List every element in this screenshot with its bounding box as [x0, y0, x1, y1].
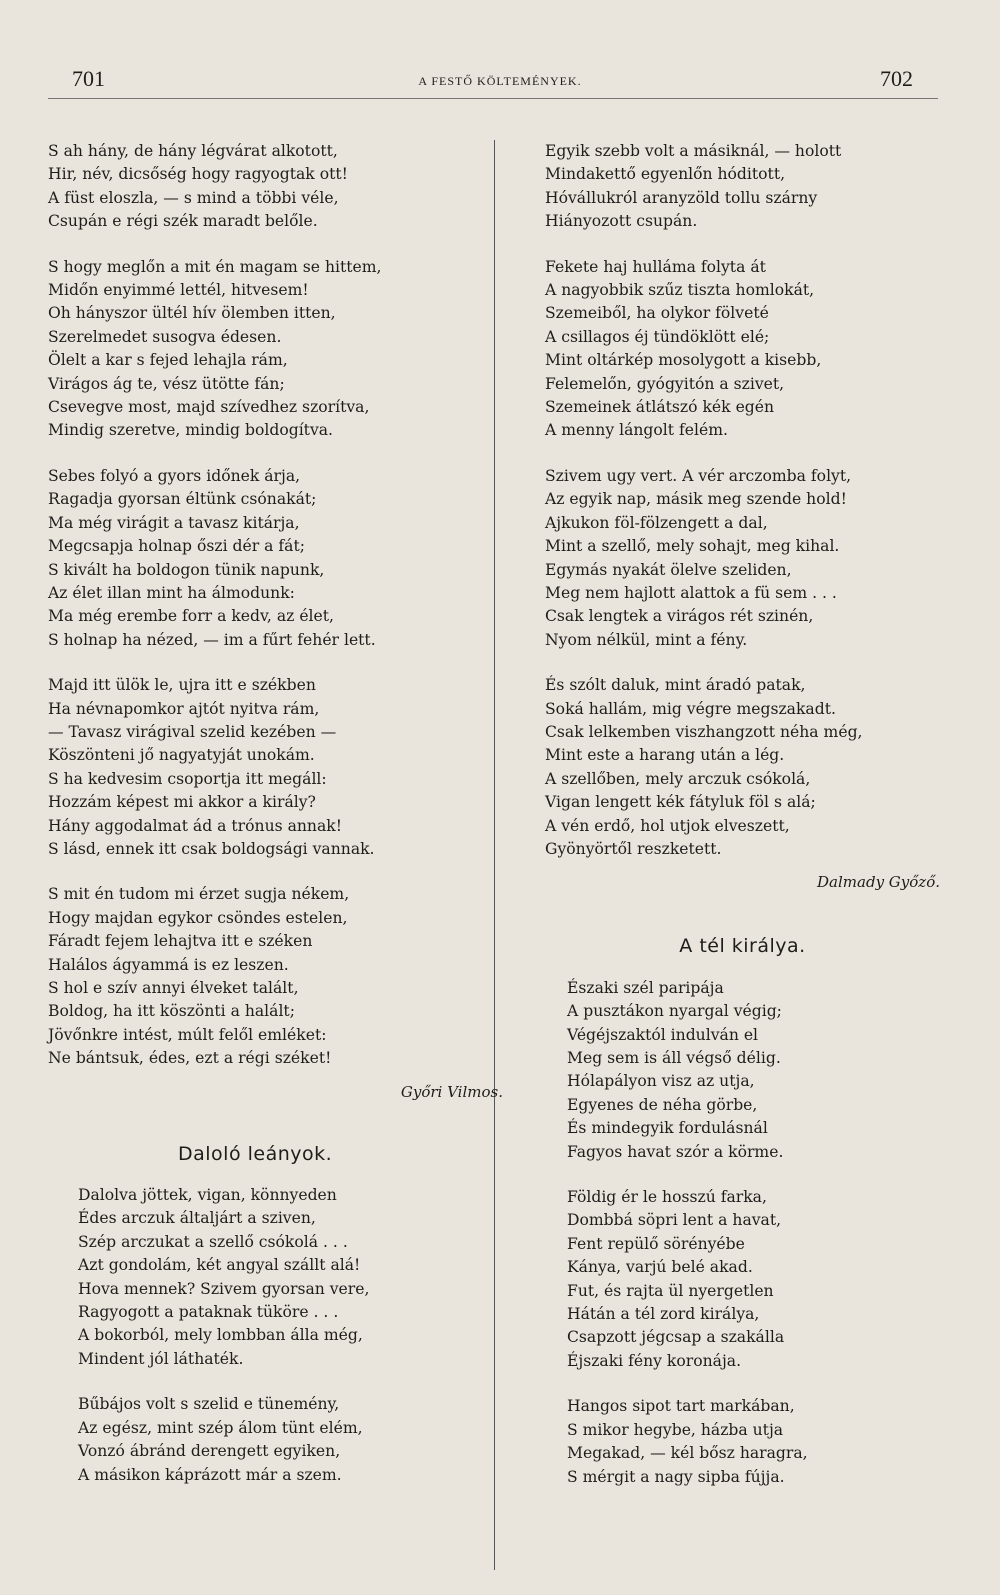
- header-rule: [48, 98, 938, 99]
- verse-line: Hátán a tél zord királya,: [567, 1305, 760, 1324]
- verse-line: A szellőben, mely arczuk csókolá,: [545, 769, 811, 788]
- verse-line: Ragyogott a pataknak tüköre . . .: [78, 1303, 339, 1322]
- stanza: [567, 977, 940, 1164]
- verse-line: Fáradt fejem lehajtva itt e széken: [48, 932, 313, 951]
- running-title: A FESTŐ KÖLTEMÉNYEK.: [418, 74, 582, 88]
- verse-line: Fekete haj hulláma folyta át: [545, 257, 766, 276]
- verse-line: A füst eloszla, — s mind a többi véle,: [48, 188, 339, 207]
- verse-line: Az élet illan mint ha álmodunk:: [48, 583, 295, 602]
- verse-line: — Tavasz virágival szelid kezében —: [48, 722, 337, 741]
- verse-line: Végéjszaktól indulván el: [567, 1025, 759, 1044]
- verse-line: Gyönyörtől reszketett.: [545, 839, 722, 858]
- verse-line: Hova mennek? Szivem gyorsan vere,: [78, 1279, 370, 1298]
- verse-line: Hóvállukról aranyzöld tollu szárny: [545, 188, 818, 207]
- verse-line: Ne bántsuk, édes, ezt a régi széket!: [48, 1049, 332, 1068]
- verse-line: Kánya, varjú belé akad.: [567, 1258, 753, 1277]
- verse-line: Egymás nyakát ölelve szeliden,: [545, 560, 792, 579]
- verse-line: Meg sem is áll végső délig.: [567, 1049, 781, 1067]
- verse-line: Jövőnkre intést, múlt felől emléket:: [48, 1025, 327, 1044]
- verse-line: Halálos ágyammá is ez leszen.: [48, 955, 289, 974]
- verse-line: Mindig szeretve, mindig boldogítva.: [48, 421, 334, 440]
- verse-line: Egyik szebb volt a másiknál, — holott: [545, 142, 842, 160]
- verse-line: Az egyik nap, másik meg szende hold!: [545, 490, 847, 509]
- stanza: [545, 674, 940, 861]
- verse-line: Dombbá söpri lent a havat,: [567, 1211, 782, 1230]
- stanza: [48, 465, 493, 652]
- verse-line: Sebes folyó a gyors időnek árja,: [48, 466, 301, 485]
- verse-line: Mint oltárkép mosolygott a kisebb,: [545, 351, 822, 370]
- poem-author: Győri Vilmos.: [400, 1082, 503, 1101]
- verse-line: Hangos sipot tart markában,: [567, 1397, 795, 1416]
- verse-line: Hólapályon visz az utja,: [567, 1072, 755, 1091]
- verse-line: A csillagos éj tündöklött elé;: [545, 327, 770, 346]
- verse-line: Mindakettő egyenlőn hóditott,: [545, 165, 786, 184]
- verse-line: Földig ér le hosszú farka,: [567, 1188, 767, 1207]
- stanza: [545, 465, 940, 652]
- verse-line: Egyenes de néha görbe,: [567, 1095, 758, 1114]
- verse-line: S mérgit a nagy sipba fújja.: [567, 1467, 785, 1486]
- verse-line: Szivem ugy vert. A vér arczomba folyt,: [545, 466, 852, 485]
- verse-line: Hiányozott csupán.: [545, 212, 698, 231]
- verse-line: Vigan lengett kék fátyluk föl s alá;: [545, 793, 816, 812]
- verse-line: A pusztákon nyargal végig;: [567, 1002, 782, 1021]
- stanza: [78, 1393, 493, 1487]
- verse-line: Nyom nélkül, mint a fény.: [545, 630, 748, 649]
- verse-line: Bűbájos volt s szelid e tünemény,: [78, 1395, 340, 1414]
- verse-line: S lásd, ennek itt csak boldogsági vannak.: [48, 839, 375, 858]
- stanza: [545, 140, 940, 234]
- verse-line: Boldog, ha itt köszönti a halált;: [48, 1002, 295, 1021]
- verse-line: Megcsapja holnap őszi dér a fát;: [48, 537, 305, 556]
- verse-line: Az egész, mint szép álom tünt elém,: [78, 1418, 363, 1437]
- verse-line: Éjszaki fény koronája.: [567, 1351, 742, 1370]
- stanza: [48, 140, 493, 234]
- verse-line: S mit én tudom mi érzet sugja nékem,: [48, 885, 350, 904]
- verse-line: S hol e szív annyi élveket talált,: [48, 979, 299, 997]
- verse-line: Édes arczuk általjárt a sziven,: [78, 1209, 316, 1228]
- verse-line: Ölelt a kar s fejed lehajla rám,: [48, 351, 288, 370]
- verse-line: S holnap ha nézed, — im a fűrt fehér lett.: [48, 630, 376, 649]
- verse-line: Köszönteni jő nagyatyját unokám.: [48, 746, 315, 765]
- verse-line: A nagyobbik szűz tiszta homlokát,: [545, 281, 815, 300]
- verse-line: Dalolva jöttek, vigan, könnyeden: [78, 1186, 337, 1205]
- verse-line: Ma még virágit a tavasz kitárja,: [48, 513, 300, 532]
- verse-line: A másikon káprázott már a szem.: [78, 1465, 342, 1484]
- poem-title: Daloló leányok.: [178, 1142, 333, 1165]
- stanza: [48, 883, 493, 1070]
- verse-line: Északi szél paripája: [567, 978, 724, 997]
- verse-line: Csapzott jégcsap a szakálla: [567, 1328, 785, 1347]
- stanza: [545, 256, 940, 443]
- verse-line: Hány aggodalmat ád a trónus annak!: [48, 816, 342, 835]
- verse-line: Meg nem hajlott alattok a fü sem . . .: [545, 583, 837, 602]
- verse-line: Csevegve most, majd szívedhez szorítva,: [48, 398, 370, 417]
- verse-line: S mikor hegybe, házba utja: [567, 1420, 784, 1439]
- verse-line: Hogy majdan egykor csöndes estelen,: [48, 908, 348, 927]
- verse-line: Azt gondolám, két angyal szállt alá!: [78, 1256, 361, 1275]
- verse-line: Fent repülő sörényébe: [567, 1234, 745, 1253]
- page-number-right: 702: [880, 66, 913, 91]
- verse-line: Oh hányszor ültél hív ölemben itten,: [48, 304, 336, 323]
- verse-line: Mindent jól láthaték.: [78, 1349, 244, 1368]
- verse-line: Midőn enyimmé lettél, hitvesem!: [48, 281, 309, 300]
- stanza: [78, 1184, 493, 1371]
- left-column: [48, 140, 503, 1509]
- verse-line: Ha névnapomkor ajtót nyitva rám,: [48, 699, 320, 718]
- stanza: [48, 674, 493, 861]
- verse-line: És szólt daluk, mint áradó patak,: [545, 676, 806, 695]
- verse-line: Hozzám képest mi akkor a király?: [48, 793, 316, 812]
- verse-line: Mint a szellő, mely sohajt, meg kihal.: [545, 537, 840, 556]
- stanza: [567, 1186, 940, 1373]
- verse-line: A bokorból, mely lombban álla még,: [78, 1326, 363, 1345]
- poem-body: [48, 1184, 493, 1487]
- right-column: [545, 140, 940, 1511]
- verse-line: Csak lelkemben viszhangzott néha még,: [545, 722, 863, 741]
- verse-line: A vén erdő, hol utjok elveszett,: [545, 816, 790, 835]
- verse-line: Fut, és rajta ül nyergetlen: [567, 1281, 774, 1300]
- page-header: [0, 62, 1000, 102]
- verse-line: Szemeiből, ha olykor fölveté: [545, 304, 769, 323]
- verse-line: Csupán e régi szék maradt belőle.: [48, 212, 318, 231]
- verse-line: Szép arczukat a szellő csókolá . . .: [78, 1232, 348, 1251]
- poem-title: A tél királya.: [679, 935, 806, 958]
- verse-line: Csak lengtek a virágos rét szinén,: [545, 607, 814, 626]
- verse-line: Ma még erembe forr a kedv, az élet,: [48, 607, 334, 626]
- verse-line: Majd itt ülök le, ujra itt e székben: [48, 676, 316, 695]
- column-divider: [494, 140, 495, 1570]
- verse-line: Fagyos havat szór a körme.: [567, 1142, 784, 1161]
- verse-line: És mindegyik fordulásnál: [567, 1119, 768, 1138]
- verse-line: Hir, név, dicsőség hogy ragyogtak ott!: [48, 165, 348, 184]
- verse-line: Felemelőn, gyógyitón a szivet,: [545, 374, 785, 393]
- verse-line: S ha kedvesim csoportja itt megáll:: [48, 769, 327, 788]
- verse-line: Szemeinek átlátszó kék egén: [545, 398, 775, 417]
- verse-line: Virágos ág te, vész ütötte fán;: [48, 374, 285, 393]
- verse-line: A menny lángolt felém.: [545, 421, 728, 440]
- verse-line: S ah hány, de hány légvárat alkotott,: [48, 142, 338, 160]
- verse-line: Vonzó ábránd derengett egyiken,: [78, 1442, 341, 1461]
- verse-line: S hogy meglőn a mit én magam se hittem,: [48, 257, 382, 276]
- verse-line: Mint este a harang után a lég.: [545, 746, 785, 765]
- page-number-left: 701: [72, 66, 105, 91]
- verse-line: Ajkukon föl-fölzengett a dal,: [545, 513, 768, 532]
- verse-line: Soká hallám, mig végre megszakadt.: [545, 699, 836, 718]
- verse-line: S kivált ha boldogon tünik napunk,: [48, 560, 325, 579]
- verse-line: Megakad, — kél bősz haragra,: [567, 1444, 808, 1463]
- verse-line: Ragadja gyorsan éltünk csónakát;: [48, 490, 317, 509]
- verse-line: Szerelmedet susogva édesen.: [48, 327, 282, 346]
- poem-author: Dalmady Győző.: [817, 873, 940, 892]
- stanza: [567, 1395, 940, 1489]
- poem-body: [545, 977, 940, 1489]
- stanza: [48, 256, 493, 443]
